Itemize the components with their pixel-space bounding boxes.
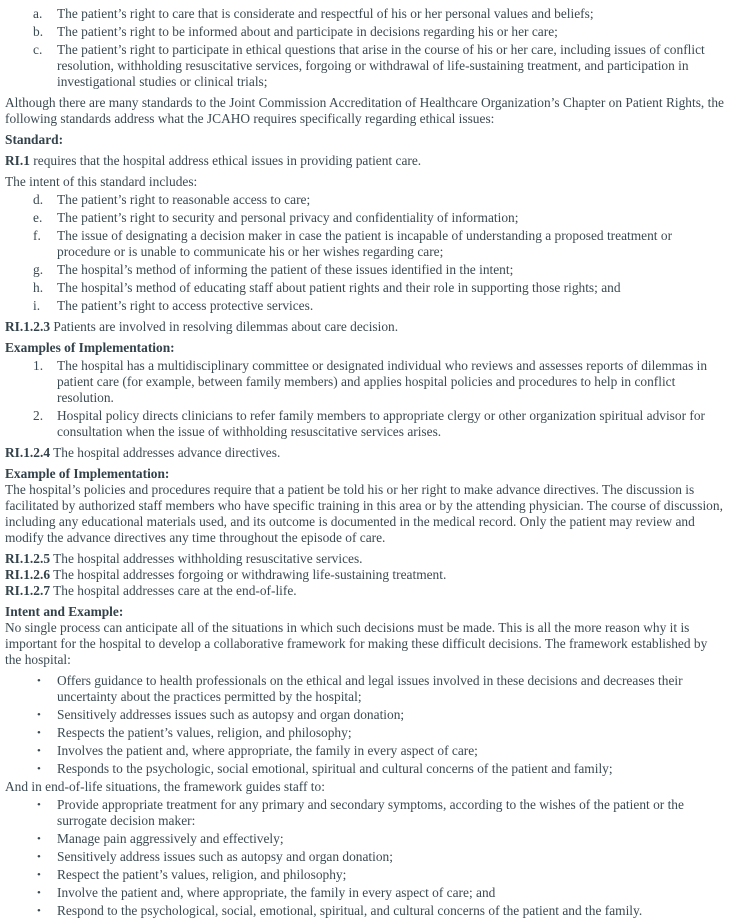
list-item [5, 673, 724, 705]
list-item-text: The hospital’s method of educating staff about patient rights and their role in supporting those rights; and [57, 280, 621, 295]
bullet-icon: • [37, 799, 41, 811]
standard-text: The hospital addresses advance directives. [53, 445, 281, 460]
list-item-text: Involves the patient and, where appropriate, the family in every aspect of care; [57, 743, 478, 758]
list-item [5, 707, 724, 723]
list-marker: h. [33, 280, 44, 295]
list-item-text: Sensitively addresses issues such as autopsy and organ donation; [57, 707, 405, 722]
standard-text: The hospital addresses forgoing or withdrawing life-sustaining treatment. [53, 567, 447, 582]
ri-1-2-5-line [5, 551, 724, 567]
list-item [5, 24, 724, 40]
ri-1-2-3-line [5, 319, 724, 335]
intent-and-example-heading: Intent and Example: [5, 604, 124, 619]
standard-code: RI.1.2.5 [5, 551, 51, 566]
intent-line: The intent of this standard includes: [5, 174, 198, 189]
bullet-icon: • [37, 727, 41, 739]
list-item-text: The issue of designating a decision maker in case the patient is incapable of understanding a proposed treatment or procedure or is unable to communicate his or her wishes regarding care; [57, 228, 673, 259]
list-marker: i. [33, 298, 41, 313]
list-item-text: The patient’s right to access protective services. [57, 298, 314, 313]
list-marker: f. [33, 228, 41, 243]
list-item [5, 867, 724, 883]
lettered-list-abc [5, 6, 724, 90]
list-item-text: Respects the patient’s values, religion, and philosophy; [57, 725, 352, 740]
standards-group [5, 551, 724, 599]
list-item [5, 6, 724, 22]
list-item-text: The patient’s right to reasonable access to care; [57, 192, 311, 207]
list-item [5, 228, 724, 260]
list-item-text: Respond to the psychological, social, emotional, spiritual, and cultural concerns of the patient and the family. [57, 903, 643, 918]
list-item-text: Sensitively address issues such as autopsy and organ donation; [57, 849, 393, 864]
ri-1-2-7-line [5, 583, 724, 599]
list-marker: 1. [33, 358, 44, 373]
bullet-icon: • [37, 833, 41, 845]
list-item-text: Offers guidance to health professionals on the ethical and legal issues involved in these decisions and decreases their uncertainty about the practices permitted by the hospital; [57, 673, 683, 704]
list-item [5, 831, 724, 847]
framework-bullet-list [5, 673, 724, 777]
numbered-list [5, 358, 724, 440]
list-item-text: Hospital policy directs clinicians to refer family members to appropriate clergy or other organization spiritual advisor for consultation when the issue of withholding resuscitative services arises. [57, 408, 706, 439]
standard-code: RI.1.2.6 [5, 567, 51, 582]
standard-text: The hospital addresses care at the end-of-life. [53, 583, 297, 598]
list-item-text: The patient’s right to care that is considerate and respectful of his or her personal values and beliefs; [57, 6, 594, 21]
bullet-icon: • [37, 763, 41, 775]
intent-paragraph: No single process can anticipate all of the situations in which such decisions must be made. This is all the more reason why it is important for the hospital to develop a collaborative framework for making these difficult decisions. The framework established by the hospital: [5, 620, 708, 667]
list-item [5, 210, 724, 226]
bullet-icon: • [37, 709, 41, 721]
standard-code: RI.1.2.7 [5, 583, 51, 598]
list-item [5, 885, 724, 901]
standard-code: RI.1.2.3 [5, 319, 51, 334]
bullet-icon: • [37, 887, 41, 899]
standard-code: RI.1.2.4 [5, 445, 51, 460]
standard-ri1-line [5, 153, 724, 169]
list-marker: a. [33, 6, 43, 21]
example-paragraph: The hospital’s policies and procedures require that a patient be told his or her right to make advance directives. The discussion is facilitated by authorized staff members who have specific training in this area or by the attending physician. The course of discussion, including any educational materials used, and its outcome is documented in the medical record. Only the patient may review and modify the advance directives any time throughout the episode of care. [5, 482, 723, 545]
intro-paragraph: Although there are many standards to the Joint Commission Accreditation of Healthcare Organization’s Chapter on Patient Rights, the following standards address what the JCAHO requires specifically regarding ethical issues: [5, 95, 724, 126]
list-marker: d. [33, 192, 44, 207]
list-item-text: The patient’s right to security and personal privacy and confidentiality of information; [57, 210, 519, 225]
list-item [5, 743, 724, 759]
list-item-text: The hospital has a multidisciplinary committee or designated individual who reviews and assesses reports of dilemmas in patient care (for example, between family members) and applies hospital policies and procedures to help in conflict resolution. [57, 358, 708, 405]
list-item-text: The patient’s right to participate in ethical questions that arise in the course of his or her care, including issues of conflict resolution, withholding resuscitative services, forgoing or withdrawal of life-sustaining treatment, and participation in investigational studies or clinical trials; [57, 42, 705, 89]
list-marker: b. [33, 24, 44, 39]
standard-text: requires that the hospital address ethical issues in providing patient care. [33, 153, 422, 168]
list-item [5, 797, 724, 829]
list-marker: 2. [33, 408, 44, 423]
list-item [5, 192, 724, 208]
list-item-text: Manage pain aggressively and effectively; [57, 831, 284, 846]
list-marker: g. [33, 262, 44, 277]
list-marker: e. [33, 210, 43, 225]
list-item-text: Responds to the psychologic, social emotional, spiritual and cultural concerns of the patient and family; [57, 761, 613, 776]
list-item-text: The patient’s right to be informed about and participate in decisions regarding his or her care; [57, 24, 558, 39]
end-of-life-line: And in end-of-life situations, the framework guides staff to: [5, 779, 325, 794]
lettered-list-di [5, 192, 724, 314]
bullet-icon: • [37, 869, 41, 881]
list-item-text: Provide appropriate treatment for any primary and secondary symptoms, according to the wishes of the patient or the surrogate decision maker: [57, 797, 684, 828]
end-of-life-bullet-list [5, 797, 724, 919]
bullet-icon: • [37, 851, 41, 863]
list-item [5, 408, 724, 440]
ri-1-2-6-line [5, 567, 724, 583]
ri-1-2-4-line [5, 445, 724, 461]
standard-text: The hospital addresses withholding resuscitative services. [53, 551, 363, 566]
standard-text: Patients are involved in resolving dilemmas about care decision. [53, 319, 399, 334]
standard-code: RI.1 [5, 153, 30, 168]
list-item [5, 761, 724, 777]
standard-heading: Standard: [5, 132, 64, 147]
list-item-text: Involve the patient and, where appropriate, the family in every aspect of care; and [57, 885, 496, 900]
examples-of-implementation-heading: Examples of Implementation: [5, 340, 175, 355]
bullet-icon: • [37, 675, 41, 687]
list-item [5, 725, 724, 741]
list-item [5, 358, 724, 406]
list-item [5, 262, 724, 278]
bullet-icon: • [37, 905, 41, 917]
list-marker: c. [33, 42, 43, 57]
list-item [5, 849, 724, 865]
list-item [5, 903, 724, 919]
list-item [5, 42, 724, 90]
list-item-text: Respect the patient’s values, religion, and philosophy; [57, 867, 347, 882]
list-item [5, 298, 724, 314]
list-item-text: The hospital’s method of informing the patient of these issues identified in the intent; [57, 262, 514, 277]
bullet-icon: • [37, 745, 41, 757]
example-of-implementation-heading: Example of Implementation: [5, 466, 170, 481]
list-item [5, 280, 724, 296]
